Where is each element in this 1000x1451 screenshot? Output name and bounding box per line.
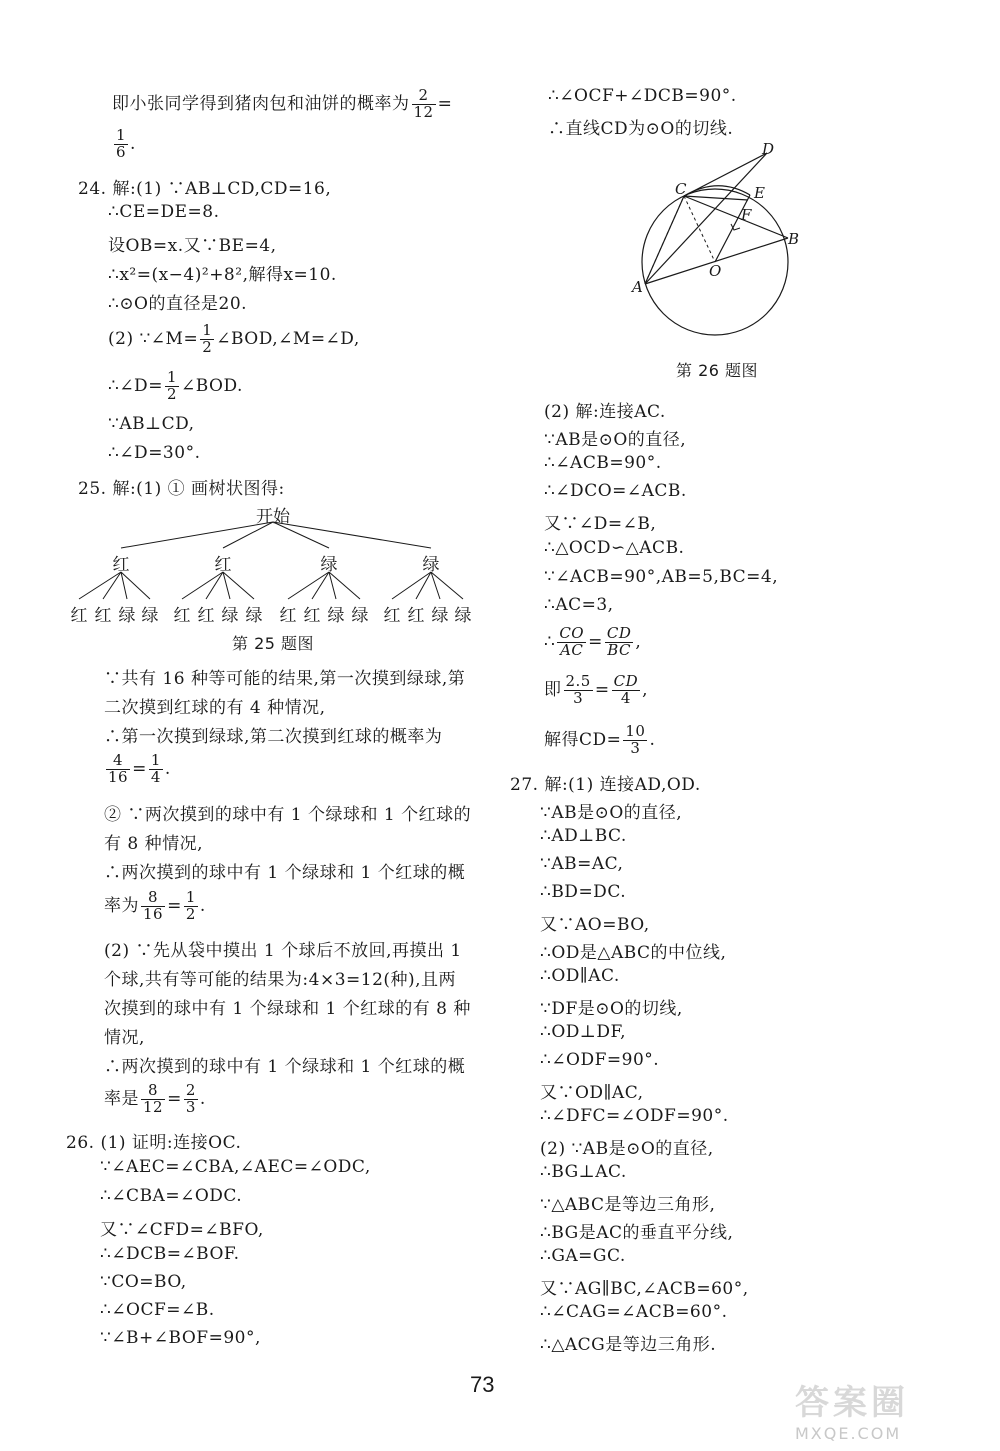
text-line: ∵∠AEC=∠CBA,∠AEC=∠ODC,	[100, 1157, 371, 1177]
numerator: 8	[141, 1083, 165, 1100]
numerator: 1	[116, 126, 127, 144]
text: 率为	[104, 895, 139, 916]
text-line: ∴∠ODF=90°.	[540, 1050, 660, 1070]
tree-branch	[288, 572, 329, 599]
tree-branch	[223, 572, 254, 599]
fraction	[564, 674, 593, 707]
text-line: (2) ∵先从袋中摸出 1 个球后不放回,再摸出 1	[104, 941, 462, 961]
text-line	[108, 323, 360, 356]
tree-branch	[223, 572, 230, 599]
text-line: ∴OD∥AC.	[540, 966, 620, 986]
text-line: 又∵∠CFD=∠BFO,	[100, 1220, 264, 1240]
text-line: 27. 解:(1) 连接AD,OD.	[510, 775, 701, 795]
tree-branch	[416, 572, 431, 599]
text-line: (2) 解:连接AC.	[544, 402, 666, 422]
text-line	[544, 674, 648, 707]
text-line: 又∵∠D=∠B,	[544, 514, 657, 534]
tree-node-l2: 红	[383, 606, 401, 626]
denominator: 4	[620, 688, 631, 707]
tree-node-l2: 红	[303, 606, 321, 626]
point-label-b: B	[788, 230, 800, 248]
text-line: (2) ∵AB是⊙O的直径,	[540, 1139, 714, 1159]
text-line: ∵∠ACB=90°,AB=5,BC=4,	[544, 567, 779, 587]
text: ∠BOD.	[180, 375, 243, 396]
figure-caption: 第 25 题图	[232, 634, 315, 653]
text-line: ∴两次摸到的球中有 1 个绿球和 1 个红球的概	[104, 1057, 466, 1077]
fraction	[165, 370, 179, 403]
text-line: ∵共有 16 种等可能的结果,第一次摸到绿球,第	[104, 669, 466, 689]
text-line: ∵AB是⊙O的直径,	[540, 803, 683, 823]
denominator: 2	[185, 904, 196, 923]
text-line: ∴OD⊥DF,	[540, 1022, 627, 1042]
text: .	[130, 133, 136, 154]
denominator: AC	[560, 640, 584, 659]
tree-branch	[121, 572, 150, 599]
text: =	[167, 1088, 182, 1109]
tree-root: 开始	[256, 507, 290, 527]
tree-branch	[103, 572, 121, 599]
point-label-a: A	[632, 278, 644, 296]
text: .	[199, 1088, 206, 1109]
tree-node-l2: 红	[197, 606, 215, 626]
fraction	[412, 88, 436, 121]
tree-node-l1: 红	[214, 555, 232, 575]
text-line: ∴AC=3,	[544, 595, 614, 615]
text-line: ∴GA=GC.	[540, 1246, 626, 1266]
text-line: ∴△ACG是等边三角形.	[540, 1335, 717, 1355]
numerator: 2	[185, 1081, 196, 1099]
tree-node-l2: 绿	[245, 606, 263, 626]
watermark-logo	[795, 1375, 990, 1445]
tree-node-l2: 绿	[118, 606, 136, 626]
tree-node-l1: 红	[112, 555, 130, 575]
text-line: ∴第一次摸到绿球,第二次摸到红球的概率为	[104, 727, 443, 747]
tree-node-l2: 红	[70, 606, 88, 626]
text-line: ∴∠CAG=∠ACB=60°.	[540, 1302, 728, 1322]
fraction	[612, 674, 641, 707]
tree-branch	[121, 572, 127, 599]
text-line: ∵DF是⊙O的切线,	[540, 999, 683, 1019]
text-line: ∴BD=DC.	[540, 882, 627, 902]
denominator: 12	[143, 1097, 164, 1116]
text-line: 26. (1) 证明:连接OC.	[66, 1133, 242, 1153]
denominator: 4	[150, 767, 161, 786]
text: .	[164, 758, 171, 779]
text-line: ∴∠DFC=∠ODF=90°.	[540, 1106, 729, 1126]
text: ∴	[544, 631, 556, 652]
text-line: 设OB=x.又∵BE=4,	[108, 236, 277, 256]
text-line: ∴∠OCF+∠DCB=90°.	[548, 86, 737, 106]
denominator: 16	[108, 767, 129, 786]
point-label-e: E	[754, 184, 766, 202]
numerator: 4	[106, 753, 130, 770]
denominator: BC	[607, 640, 631, 659]
text-line: ∴∠D=30°.	[108, 443, 201, 463]
text-line: ∵AB=AC,	[540, 854, 624, 874]
text-line: ∴∠ACB=90°.	[544, 453, 662, 473]
tree-branch	[329, 572, 336, 599]
fraction	[114, 128, 128, 161]
text: .	[649, 729, 656, 750]
numerator: 2.5	[565, 672, 591, 690]
numerator: 10	[625, 722, 646, 740]
tree-node-l2: 红	[407, 606, 425, 626]
tree-node-l1: 绿	[422, 555, 440, 575]
denominator: 3	[185, 1097, 196, 1116]
text: =	[588, 631, 603, 652]
denominator: 3	[573, 688, 584, 707]
text-line: ∵∠B+∠BOF=90°,	[100, 1328, 261, 1348]
point-label-d: D	[762, 140, 775, 158]
fraction	[106, 753, 130, 786]
text: .	[199, 895, 206, 916]
tree-branch	[182, 572, 223, 599]
text: =	[437, 93, 453, 114]
text-line: 二次摸到红球的有 4 种情况,	[104, 698, 326, 718]
text: 即	[544, 679, 562, 700]
text: ∠BOD,∠M=∠D,	[216, 328, 360, 349]
text-line: ② ∵两次摸到的球中有 1 个绿球和 1 个红球的	[104, 805, 472, 825]
numerator: 1	[202, 321, 213, 339]
watermark-text: 答案圈	[795, 1383, 909, 1423]
text-line	[112, 88, 452, 121]
text-line: 25. 解:(1) ① 画树状图得:	[78, 479, 285, 499]
text-line: 有 8 种情况,	[104, 834, 204, 854]
tree-branch	[312, 572, 329, 599]
tree-node-l2: 红	[173, 606, 191, 626]
numerator: 8	[141, 890, 165, 907]
text-line: 24. 解:(1) ∵AB⊥CD,CD=16,	[78, 179, 332, 199]
tree-node-l1: 绿	[320, 555, 338, 575]
text: 率是	[104, 1088, 139, 1109]
text-line: ∴OD是△ABC的中位线,	[540, 943, 727, 963]
text-line: ∴两次摸到的球中有 1 个绿球和 1 个红球的概	[104, 863, 466, 883]
text-line: ∴⊙O的直径是20.	[108, 294, 248, 314]
text-line	[544, 626, 641, 659]
tree-branch	[392, 572, 431, 599]
tree-node-l2: 绿	[351, 606, 369, 626]
tree-node-l2: 绿	[221, 606, 239, 626]
tree-node-l2: 绿	[327, 606, 345, 626]
numerator: CD	[606, 624, 632, 642]
text-line: 次摸到的球中有 1 个绿球和 1 个红球的有 8 种	[104, 999, 471, 1019]
text: 即小张同学得到猪肉包和油饼的概率为	[112, 93, 410, 114]
numerator: 1	[150, 751, 161, 769]
text-line: ∵CO=BO,	[100, 1272, 187, 1292]
text-line	[108, 370, 243, 403]
tree-branch	[206, 572, 223, 599]
watermark-url: MXQE.COM	[795, 1424, 902, 1443]
text: ∴∠D=	[108, 375, 163, 396]
tree-branch	[273, 522, 431, 548]
text-line	[104, 753, 171, 786]
text-line: ∵AB是⊙O的直径,	[544, 430, 687, 450]
tree-branch	[329, 572, 360, 599]
text: =	[132, 758, 147, 779]
figure-caption: 第 26 题图	[676, 361, 759, 380]
tree-node-l2: 红	[94, 606, 112, 626]
text-line: ∴∠DCB=∠BOF.	[100, 1244, 240, 1264]
denominator: 2	[166, 384, 177, 403]
arc-ce	[684, 186, 750, 196]
text: ,	[642, 679, 649, 700]
text-line	[104, 890, 206, 923]
text-line: ∴∠DCO=∠ACB.	[544, 481, 687, 501]
tree-node-l2: 红	[279, 606, 297, 626]
fraction	[200, 323, 214, 356]
text: ,	[635, 631, 642, 652]
fraction	[184, 890, 198, 923]
denominator: 12	[413, 102, 434, 121]
text-line: ∴直线CD为⊙O的切线.	[548, 119, 734, 139]
text: 解得CD=	[544, 729, 622, 750]
text-line: ∴CE=DE=8.	[108, 202, 220, 222]
numerator: 1	[166, 368, 177, 386]
denominator: 3	[630, 738, 641, 757]
fraction	[557, 626, 586, 659]
numerator: 2	[412, 88, 436, 105]
text-line: 又∵AO=BO,	[540, 915, 650, 935]
tree-node-l2: 绿	[141, 606, 159, 626]
text-line	[544, 724, 655, 757]
page-number: 73	[470, 1372, 495, 1397]
tree-branch	[79, 572, 121, 599]
numerator: 1	[185, 888, 196, 906]
tree-node-l2: 绿	[454, 606, 472, 626]
denominator: 6	[116, 142, 127, 161]
text-line: ∴AD⊥BC.	[540, 826, 627, 846]
text-line: 个球,共有等可能的结果为:4×3=12(种),且两	[104, 970, 457, 990]
text-line: 又∵AG∥BC,∠ACB=60°,	[540, 1279, 749, 1299]
text-line: 又∵OD∥AC,	[540, 1083, 644, 1103]
fraction	[184, 1083, 198, 1116]
fraction	[141, 890, 165, 923]
text-line: ∵AB⊥CD,	[108, 414, 195, 434]
text-line	[104, 1083, 206, 1116]
text-line: ∴△OCD∽△ACB.	[544, 538, 685, 558]
text-line: ∴BG⊥AC.	[540, 1162, 627, 1182]
tree-branch	[121, 522, 273, 548]
point-label-o: O	[709, 262, 722, 280]
numerator: CD	[613, 672, 639, 690]
denominator: 16	[143, 904, 164, 923]
segment-co-dashed	[684, 196, 715, 262]
point-label-f: F	[741, 206, 752, 224]
fraction	[605, 626, 634, 659]
text-line: ∴BG是AC的垂直平分线,	[540, 1223, 734, 1243]
text: =	[594, 679, 610, 700]
text: =	[167, 895, 182, 916]
text-line: ∴x²=(x−4)²+8²,解得x=10.	[108, 265, 337, 285]
numerator: CO	[559, 624, 585, 642]
text: (2) ∵∠M=	[108, 328, 199, 349]
fraction	[149, 753, 163, 786]
point-label-c: C	[675, 180, 687, 198]
text-line: 情况,	[104, 1028, 145, 1048]
text-line: ∴∠CBA=∠ODC.	[100, 1186, 243, 1206]
tree-node-l2: 绿	[431, 606, 449, 626]
text-line	[112, 128, 136, 161]
denominator: 2	[202, 337, 213, 356]
fraction	[141, 1083, 165, 1116]
fraction	[623, 724, 647, 757]
text-line: ∵△ABC是等边三角形,	[540, 1195, 716, 1215]
text-line: ∴∠OCF=∠B.	[100, 1300, 215, 1320]
